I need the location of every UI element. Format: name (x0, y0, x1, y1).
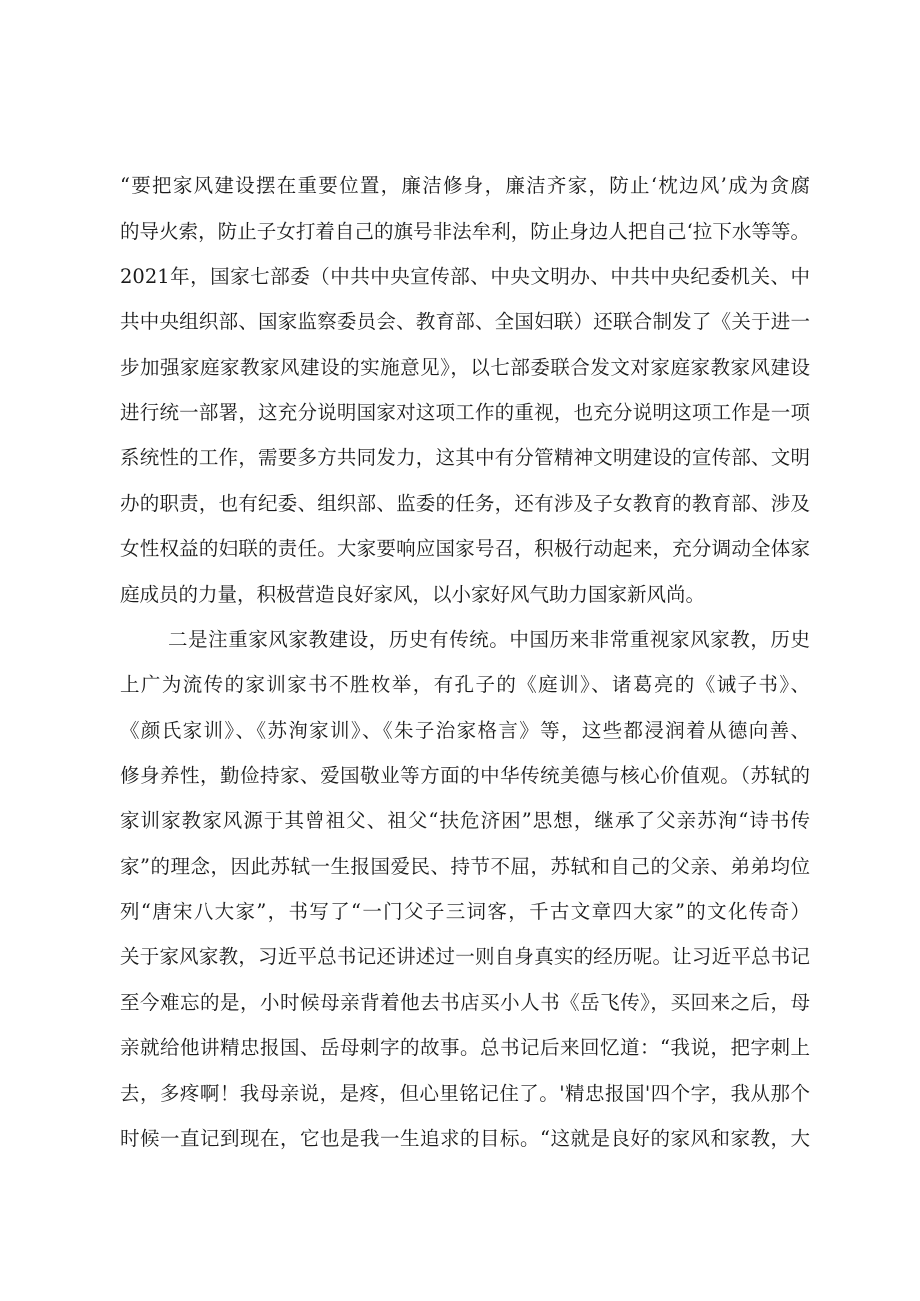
text-line: 共中央组织部、国家监察委员会、教育部、全国妇联）还联合制发了《关于进一 (120, 310, 810, 333)
text-line: 办的职责，也有纪委、组织部、监委的任务，还有涉及子女教育的教育部、涉及 (120, 492, 810, 515)
text-line: 女性权益的妇联的责任。大家要响应国家号召，积极行动起来，充分调动全体家 (120, 537, 810, 560)
text-line: 《颜氏家训》、《苏洵家训》、《朱子治家格言》等，这些都浸润着从德向善、 (120, 719, 810, 742)
text-line: 家”的理念，因此苏轼一生报国爱民、持节不屈，苏轼和自己的父亲、弟弟均位 (120, 855, 810, 878)
text-line: “要把家风建设摆在重要位置，廉洁修身，廉洁齐家，防止‘枕边风’成为贪腐 (120, 174, 810, 197)
text-line: 进行统一部署，这充分说明国家对这项工作的重视，也充分说明这项工作是一项 (120, 401, 810, 424)
text-line: 家训家教家风源于其曾祖父、祖父“扶危济困”思想，继承了父亲苏洵“诗书传 (120, 809, 810, 832)
text-line: 的导火索，防止子女打着自己的旗号非法牟利，防止身边人把自己‘拉下水等等。 (120, 220, 810, 243)
text-line: 2021年，国家七部委（中共中央宣传部、中央文明办、中共中央纪委机关、中 (120, 265, 810, 288)
text-line: 庭成员的力量，积极营造良好家风，以小家好风气助力国家新风尚。 (120, 583, 706, 606)
text-line: 关于家风家教，习近平总书记还讲述过一则自身真实的经历呢。让习近平总书记 (120, 945, 810, 968)
text-line: 系统性的工作，需要多方共同发力，这其中有分管精神文明建设的宣传部、文明 (120, 446, 810, 469)
text-line: 上广为流传的家训家书不胜枚举，有孔子的《庭训》、诸葛亮的《诫子书》、 (120, 673, 810, 696)
text-line: 二是注重家风家教建设，历史有传统。中国历来非常重视家风家教，历史 (168, 628, 810, 651)
text-line: 去，多疼啊！我母亲说，是疼，但心里铭记住了。'精忠报国'四个字，我从那个 (120, 1082, 810, 1105)
text-line: 至今难忘的是，小时候母亲背着他去书店买小人书《岳飞传》，买回来之后，母 (120, 991, 810, 1014)
text-line: 亲就给他讲精忠报国、岳母刺字的故事。总书记后来回忆道：“我说，把字刺上 (120, 1036, 810, 1059)
text-line: 步加强家庭家教家风建设的实施意见》，以七部委联合发文对家庭家教家风建设 (120, 356, 810, 379)
text-line: 列“唐宋八大家”，书写了“一门父子三词客，千古文章四大家”的文化传奇） (120, 900, 810, 923)
text-line: 修身养性，勤俭持家、爱国敬业等方面的中华传统美德与核心价值观。（苏轼的 (120, 764, 810, 787)
text-line: 时候一直记到现在，它也是我一生追求的目标。“这就是良好的家风和家教，大 (120, 1127, 810, 1150)
